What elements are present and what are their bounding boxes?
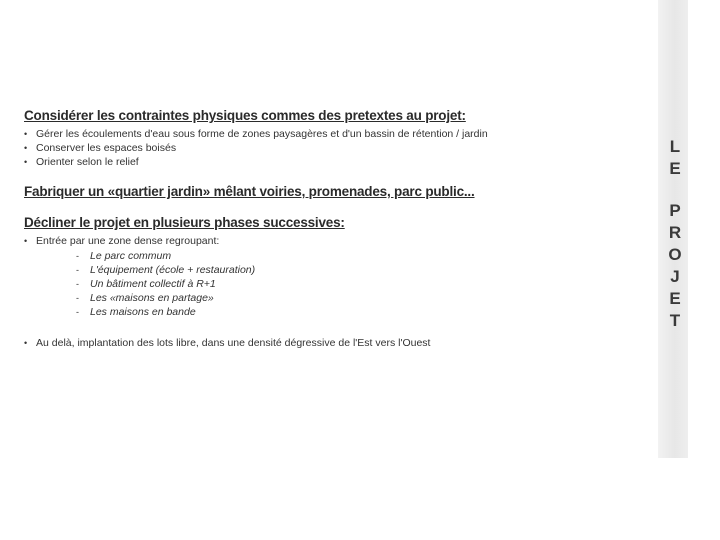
side-title-letter: P [669,201,681,220]
main-content [24,107,644,350]
sub-item: - Un bâtiment collectif à R+1 [76,277,644,291]
side-title-gap [660,180,690,200]
sub-item: - L'équipement (école + restauration) [76,263,644,277]
side-title-letter: E [669,289,681,308]
bullet-item: • Orienter selon le relief [24,155,644,169]
section-phases [24,214,644,350]
sub-item: - Les «maisons en partage» [76,291,644,305]
sub-item: - Le parc commum [76,249,644,263]
bullet-text: Entrée par une zone dense regroupant: [36,235,220,247]
sub-list [36,249,644,319]
section-heading: Fabriquer un «quartier jardin» mêlant voiries, promenades, parc public... [24,184,475,199]
side-title-letter: L [669,137,681,156]
bullet-item: • Conserver les espaces boisés [24,141,644,155]
bullet-item: • Gérer les écoulements d'eau sous forme de zones paysagères et d'un bassin de rétention / jardin [24,127,644,141]
section-heading: Considérer les contraintes physiques commes des pretextes au projet: [24,108,466,123]
side-title-letter: T [669,311,681,330]
side-title-letter: O [668,245,682,264]
side-title-le-projet [660,136,690,332]
bullet-list [24,234,644,350]
side-title-letter: E [669,159,681,178]
bullet-item: • Au delà, implantation des lots libre, dans une densité dégressive de l'Est vers l'Ouest [24,336,644,350]
side-title-letter: J [670,267,680,286]
section-quartier-jardin [24,183,644,200]
bullet-item [24,234,644,319]
section-heading: Décliner le projet en plusieurs phases successives: [24,215,345,230]
side-title-letter: R [668,223,682,242]
bullet-list [24,127,644,169]
sub-item: - Les maisons en bande [76,305,644,319]
section-contraintes [24,107,644,169]
